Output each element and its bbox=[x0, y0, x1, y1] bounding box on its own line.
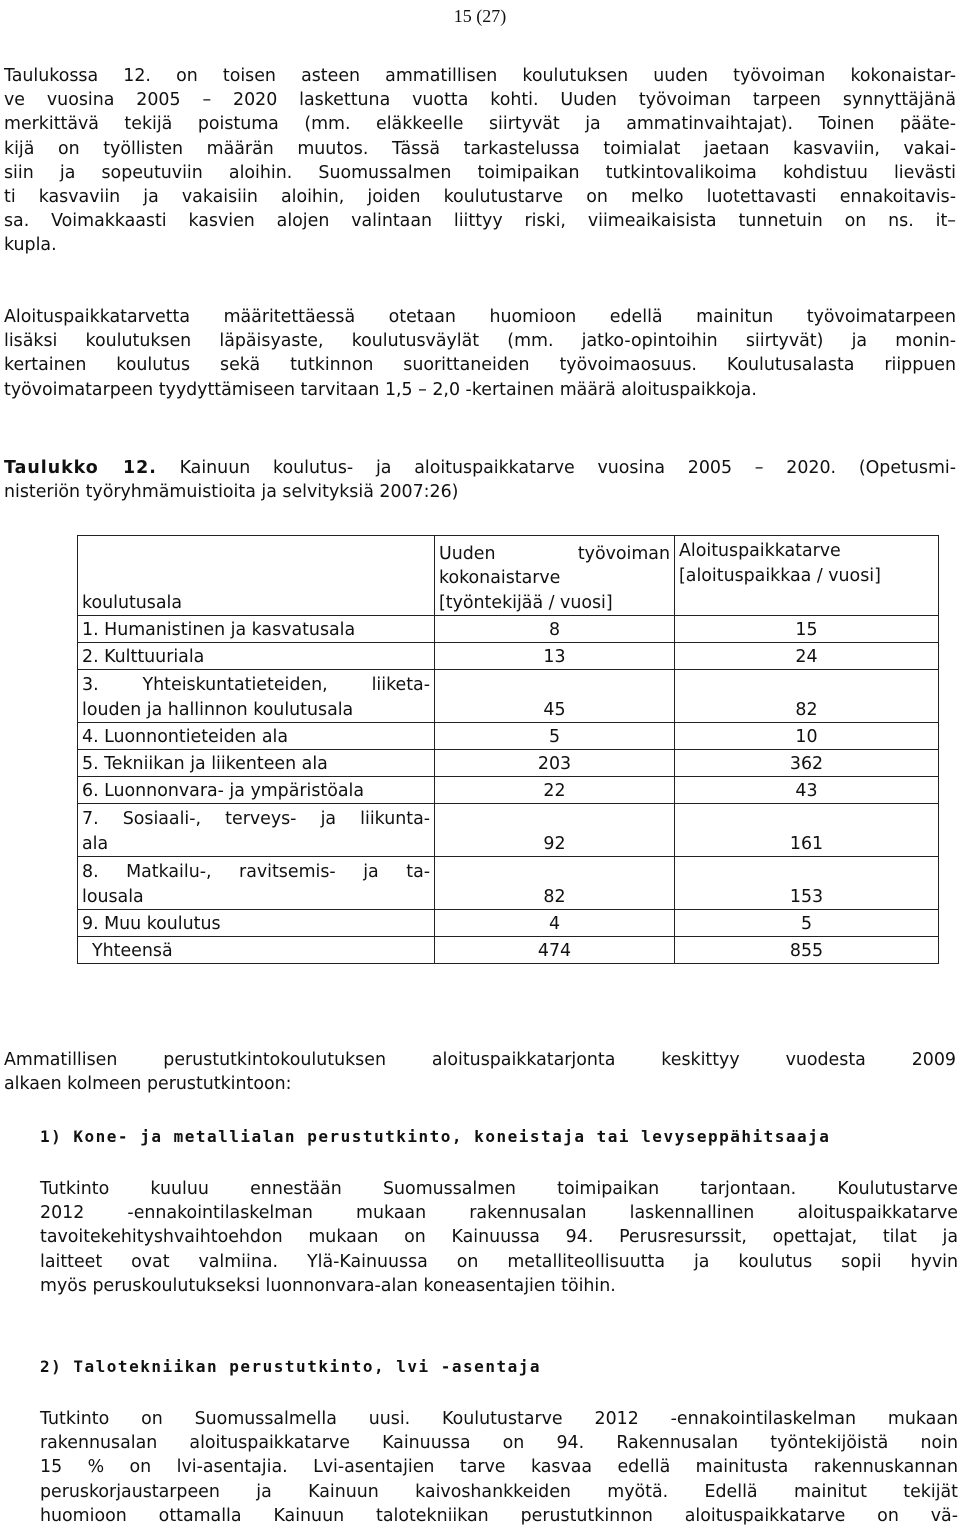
text-line: 2012 -ennakointilaskelman mukaan rakennusalan laskennallinen aloituspaikkatarve bbox=[40, 1203, 958, 1224]
table-row: 5. Tekniikan ja liikenteen ala 203 362 bbox=[78, 750, 939, 777]
table-total-row: Yhteensä 474 855 bbox=[78, 937, 939, 964]
paragraph-talotekniikka bbox=[40, 1407, 958, 1528]
text-line: siin ja sopeutuviin aloihin. Suomussalmen toimipaikan tutkintovalikoima kohdistuu lievästi bbox=[4, 162, 956, 183]
text-line: Aloituspaikkatarvetta määritettäessä otetaan huomioon edellä mainitun työvoimatarpeen bbox=[4, 307, 956, 327]
paragraph-perustutkinnot bbox=[4, 1048, 956, 1096]
caption-text: Kainuun koulutus- ja aloituspaikkatarve vuosina 2005 – 2020. (Opetusmi- bbox=[179, 458, 956, 478]
text-line: lisäksi koulutuksen läpäisyaste, koulutusväylät (mm. jatko-opintoihin siirtyvät) ja monin- bbox=[4, 331, 956, 352]
paragraph-intro bbox=[4, 64, 956, 258]
header-tyovoima: Uuden työvoiman kokonaistarve [työntekijää / vuosi] bbox=[435, 536, 675, 616]
text-line: laitteet ovat valmiina. Ylä-Kainuussa on metalliteollisuutta ja koulutus sopii hyvin bbox=[40, 1251, 958, 1272]
table-row: 3. Yhteiskuntatieteiden, liiketa- louden ja hallinnon koulutusala 45 82 bbox=[78, 670, 939, 723]
text-line: Ammatillisen perustutkintokoulutuksen aloituspaikkatarjonta keskittyy vuodesta 2009 bbox=[4, 1050, 956, 1070]
text-line: alkaen kolmeen perustutkintoon: bbox=[4, 1074, 292, 1095]
text-line: Tutkinto on Suomussalmella uusi. Koulutustarve 2012 -ennakointilaskelman mukaan bbox=[40, 1409, 958, 1429]
text-line: kijä on työllisten määrän muutos. Tässä tarkastelussa toimialat jaetaan kasvaviin, vakai- bbox=[4, 138, 956, 159]
table-row: 6. Luonnonvara- ja ympäristöala 22 43 bbox=[78, 777, 939, 804]
text-line: kupla. bbox=[4, 235, 57, 256]
page-number: 15 (27) bbox=[453, 6, 507, 26]
text-line: sa. Voimakkaasti kasvien alojen valintaan liittyy riski, viimeaikaisista tunnetuin on ns. it– bbox=[4, 211, 956, 232]
table-row: 2. Kulttuuriala 13 24 bbox=[78, 643, 939, 670]
caption-label: Taulukko 12. bbox=[4, 458, 157, 478]
text-line: huomioon ottamalla Kainuun talotekniikan perustutkinnon aloituspaikkatarve on vä- bbox=[40, 1505, 958, 1526]
section-heading-kone: 1) Kone- ja metallialan perustutkinto, koneistaja tai levyseppähitsaaja bbox=[40, 1127, 831, 1146]
text-line: ti kasvaviin ja vakaisiin aloihin, joiden koulutustarve on melko luotettavasti ennakoitavis- bbox=[4, 187, 956, 208]
table-row: 1. Humanistinen ja kasvatusala 8 15 bbox=[78, 616, 939, 643]
caption-line bbox=[4, 456, 956, 480]
koulutustarve-table bbox=[77, 535, 939, 964]
header-koulutusala: koulutusala bbox=[78, 536, 435, 616]
text-line: kertainen koulutus sekä tutkinnon suorittaneiden työvoimaosuus. Koulutusalasta riippuen bbox=[4, 355, 956, 376]
table-row: 9. Muu koulutus 4 5 bbox=[78, 910, 939, 937]
text-line: 15 % on lvi-asentajia. Lvi-asentajien tarve kasvaa edellä mainitusta rakennuskannan bbox=[40, 1457, 958, 1478]
text-line: Taulukossa 12. on toisen asteen ammatillisen koulutuksen uuden työvoiman kokonaistar- bbox=[4, 66, 956, 86]
table-header-row bbox=[78, 536, 939, 616]
text-line: myös peruskoulutukseksi luonnonvara-alan koneasentajien töihin. bbox=[40, 1275, 616, 1296]
text-line: ve vuosina 2005 – 2020 laskettuna vuotta kohti. Uuden työvoiman tarpeen synnyttäjänä bbox=[4, 90, 956, 111]
text-line: työvoimatarpeen tyydyttämiseen tarvitaan 1,5 – 2,0 -kertainen määrä aloituspaikkoja. bbox=[4, 379, 757, 400]
text-line: peruskorjaustarpeen ja Kainuun kaivoshankkeiden myötä. Edellä mainitut tekijät bbox=[40, 1481, 958, 1502]
text-line: rakennusalan aloituspaikkatarve Kainuussa on 94. Rakennusalan työntekijöistä noin bbox=[40, 1433, 958, 1454]
paragraph-kone bbox=[40, 1177, 958, 1298]
table-row: 7. Sosiaali-, terveys- ja liikunta- ala 92 161 bbox=[78, 804, 939, 857]
section-heading-talotekniikka: 2) Talotekniikan perustutkinto, lvi -asentaja bbox=[40, 1357, 541, 1376]
table-row: 4. Luonnontieteiden ala 5 10 bbox=[78, 723, 939, 750]
text-line: Tutkinto kuuluu ennestään Suomussalmen toimipaikan tarjontaan. Koulutustarve bbox=[40, 1179, 958, 1199]
text-line: merkittävä tekijä poistuma (mm. eläkkeelle siirtyvät ja ammatinvaihtajat). Toinen pääte- bbox=[4, 114, 956, 135]
paragraph-aloituspaikat bbox=[4, 305, 956, 402]
caption-line: nisteriön työryhmämuistioita ja selvityksiä 2007:26) bbox=[4, 482, 459, 503]
text-line: tavoitekehityshvaihtoehdon mukaan on Kainuussa 94. Perusresurssit, opettajat, tilat ja bbox=[40, 1227, 958, 1248]
header-aloituspaikat: Aloituspaikkatarve [aloituspaikkaa / vuosi] bbox=[675, 536, 939, 616]
table-caption bbox=[4, 456, 956, 504]
table-row: 8. Matkailu-, ravitsemis- ja ta- lousala 82 153 bbox=[78, 857, 939, 910]
